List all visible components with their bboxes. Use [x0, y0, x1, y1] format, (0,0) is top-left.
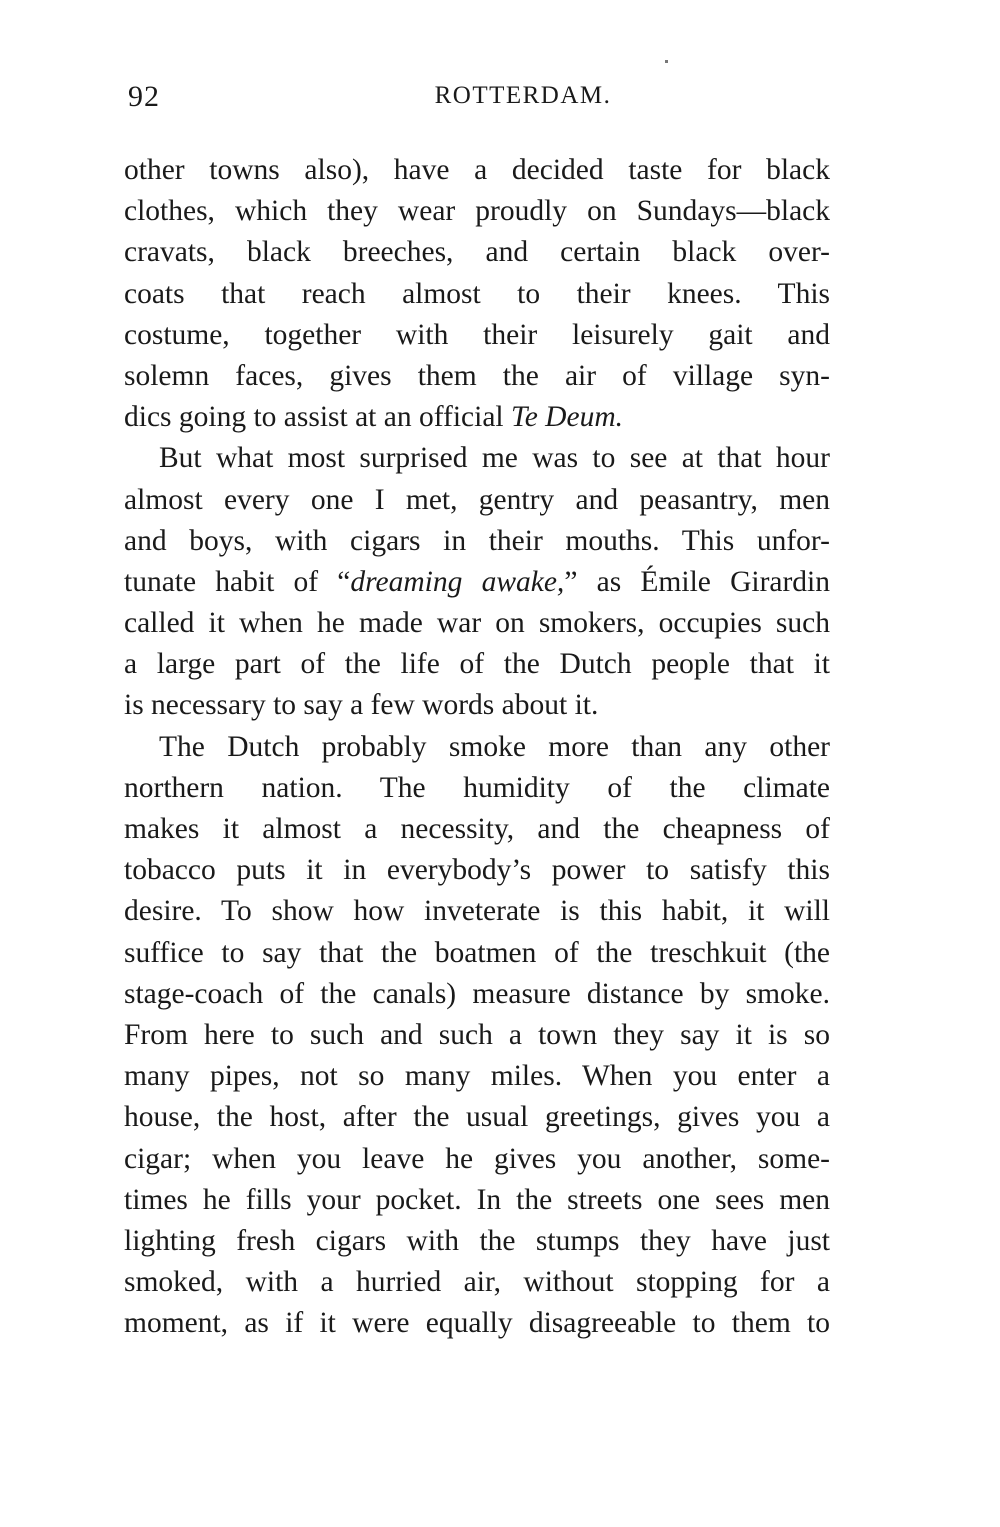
text-line: and boys, with cigars in their mouths. This unfor-	[124, 524, 830, 557]
scan-speck	[665, 60, 668, 63]
text-line: house, the host, after the usual greetings, gives you a	[124, 1101, 830, 1134]
text-line: a large part of the life of the Dutch people that it	[124, 648, 830, 681]
page-header	[128, 80, 828, 120]
text-line: is necessary to say a few words about it.	[124, 689, 599, 722]
running-title: ROTTERDAM.	[434, 82, 612, 109]
text-line: The Dutch probably smoke more than any other	[159, 730, 830, 763]
text-segment: dics going to assist at an official	[124, 401, 511, 434]
text-segment: ” as Émile Girardin	[564, 565, 831, 598]
text-line: many pipes, not so many miles. When you enter a	[124, 1060, 830, 1093]
italic-phrase: Te Deum.	[511, 401, 623, 434]
body-text	[124, 150, 830, 1344]
text-line: But what most surprised me was to see at that hour	[159, 442, 830, 475]
text-line: almost every one I met, gentry and peasantry, men	[124, 483, 830, 516]
italic-phrase: dreaming awake,	[350, 565, 565, 598]
page-number: 92	[128, 80, 160, 113]
text-line: From here to such and such a town they say it is so	[124, 1018, 830, 1051]
text-line: northern nation. The humidity of the climate	[124, 771, 830, 804]
text-line	[124, 397, 830, 438]
text-line	[124, 562, 830, 603]
text-line: makes it almost a necessity, and the cheapness of	[124, 813, 830, 845]
text-line: stage-coach of the canals) measure distance by smoke.	[124, 977, 830, 1010]
text-line: lighting fresh cigars with the stumps they have just	[124, 1224, 830, 1257]
text-line: costume, together with their leisurely gait and	[124, 318, 830, 351]
text-line: tobacco puts it in everybody’s power to satisfy this	[124, 854, 830, 887]
text-line: solemn faces, gives them the air of village syn-	[124, 359, 830, 392]
text-line: suffice to say that the boatmen of the treschkuit (the	[124, 936, 830, 969]
text-line: coats that reach almost to their knees. This	[124, 277, 830, 310]
text-line: desire. To show how inveterate is this habit, it will	[124, 895, 830, 928]
text-line: other towns also), have a decided taste for black	[124, 154, 830, 186]
text-line: clothes, which they wear proudly on Sundays—black	[124, 195, 830, 228]
text-line: cigar; when you leave he gives you another, some-	[124, 1142, 830, 1175]
text-segment: tunate habit of “	[124, 565, 351, 598]
text-line: cravats, black breeches, and certain black over-	[124, 236, 830, 269]
text-line: smoked, with a hurried air, without stopping for a	[124, 1266, 830, 1299]
text-line: called it when he made war on smokers, occupies such	[124, 607, 830, 640]
text-line: times he fills your pocket. In the streets one sees men	[124, 1183, 830, 1216]
text-line: moment, as if it were equally disagreeable to them to	[124, 1307, 830, 1340]
